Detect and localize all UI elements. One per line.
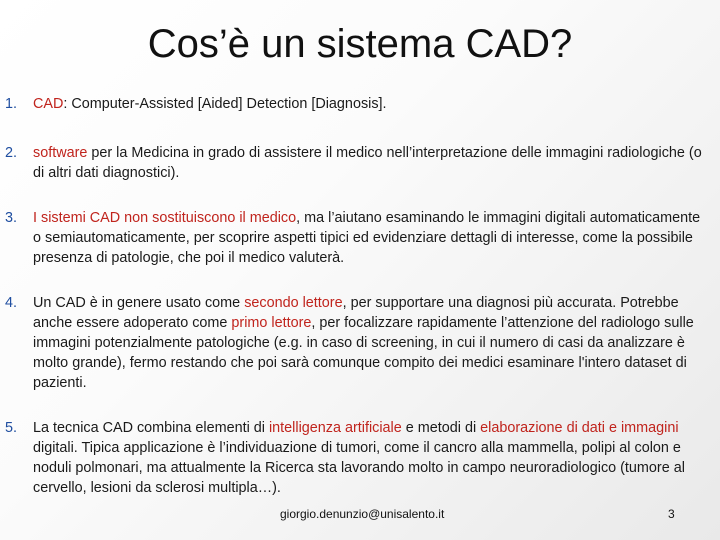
- page-number: 3: [668, 507, 675, 521]
- list-item-number: 2.: [5, 145, 18, 161]
- body-text: Un CAD è in genere usato come: [33, 295, 245, 311]
- body-text: per la Medicina in grado di assistere il medico nell’interpretazione delle immagini radiologiche (o di altri dati diagnostici).: [33, 145, 702, 181]
- body-text: , per focalizzare rapidamente l’attenzione del radiologo sulle immagini potenzialmente patologiche (e.g. in caso di screening, in cui il numero di casi da analizzare è molto grande), fermo restando che poi sarà comunque compito dei medici esaminare l'intero dataset di pazienti.: [33, 315, 694, 391]
- highlighted-text: intelligenza artificiale: [268, 420, 402, 436]
- list-item-number: 3.: [5, 210, 18, 226]
- highlighted-text: secondo lettore: [244, 295, 343, 311]
- list-item: [5, 143, 710, 183]
- body-text: , ma l’aiutano esaminando le immagini digitali automaticamente o semiautomaticamente, per scoprire aspetti tipici ed evidenziare dettagli di interesse, come la possibile presenza di patologie, che poi il medico valuterà.: [33, 210, 701, 266]
- list-item-text: [33, 208, 710, 268]
- highlighted-text: I sistemi CAD non sostituiscono il medico: [33, 210, 297, 226]
- list-item: [5, 94, 710, 114]
- list-item-number: 4.: [5, 295, 18, 311]
- highlighted-text: software: [33, 145, 88, 161]
- slide-title: Cos’è un sistema CAD?: [147, 22, 573, 66]
- list-item-number: 1.: [5, 96, 18, 112]
- body-text: e metodi di: [401, 420, 481, 436]
- body-text: : Computer-Assisted [Aided] Detection [Diagnosis].: [63, 96, 387, 112]
- list-item-text: [33, 94, 710, 114]
- footer-email: giorgio.denunzio@unisalento.it: [280, 507, 445, 521]
- highlighted-text: CAD: [33, 96, 64, 112]
- list-item-text: [33, 418, 710, 498]
- highlighted-text: elaborazione di dati e immagini: [480, 420, 679, 436]
- list-item: [5, 208, 710, 268]
- list-item-number: 5.: [5, 420, 18, 436]
- body-text: , per supportare una diagnosi più accurata. Potrebbe anche essere adoperato come: [33, 295, 679, 331]
- list-item-text: [33, 293, 710, 393]
- highlighted-text: primo lettore: [231, 315, 312, 331]
- list-item: [5, 418, 710, 498]
- list-item-text: [33, 143, 710, 183]
- body-text: La tecnica CAD combina elementi di: [33, 420, 269, 436]
- list-item: [5, 293, 710, 393]
- body-text: digitali. Tipica applicazione è l’individuazione di tumori, come il cancro alla mammella, polipi al colon e noduli polmonari, ma attualmente la Ricerca sta lavorando molto in campo neuroradiologico (tumore al cervello, lesioni da sclerosi multipla…).: [33, 440, 685, 496]
